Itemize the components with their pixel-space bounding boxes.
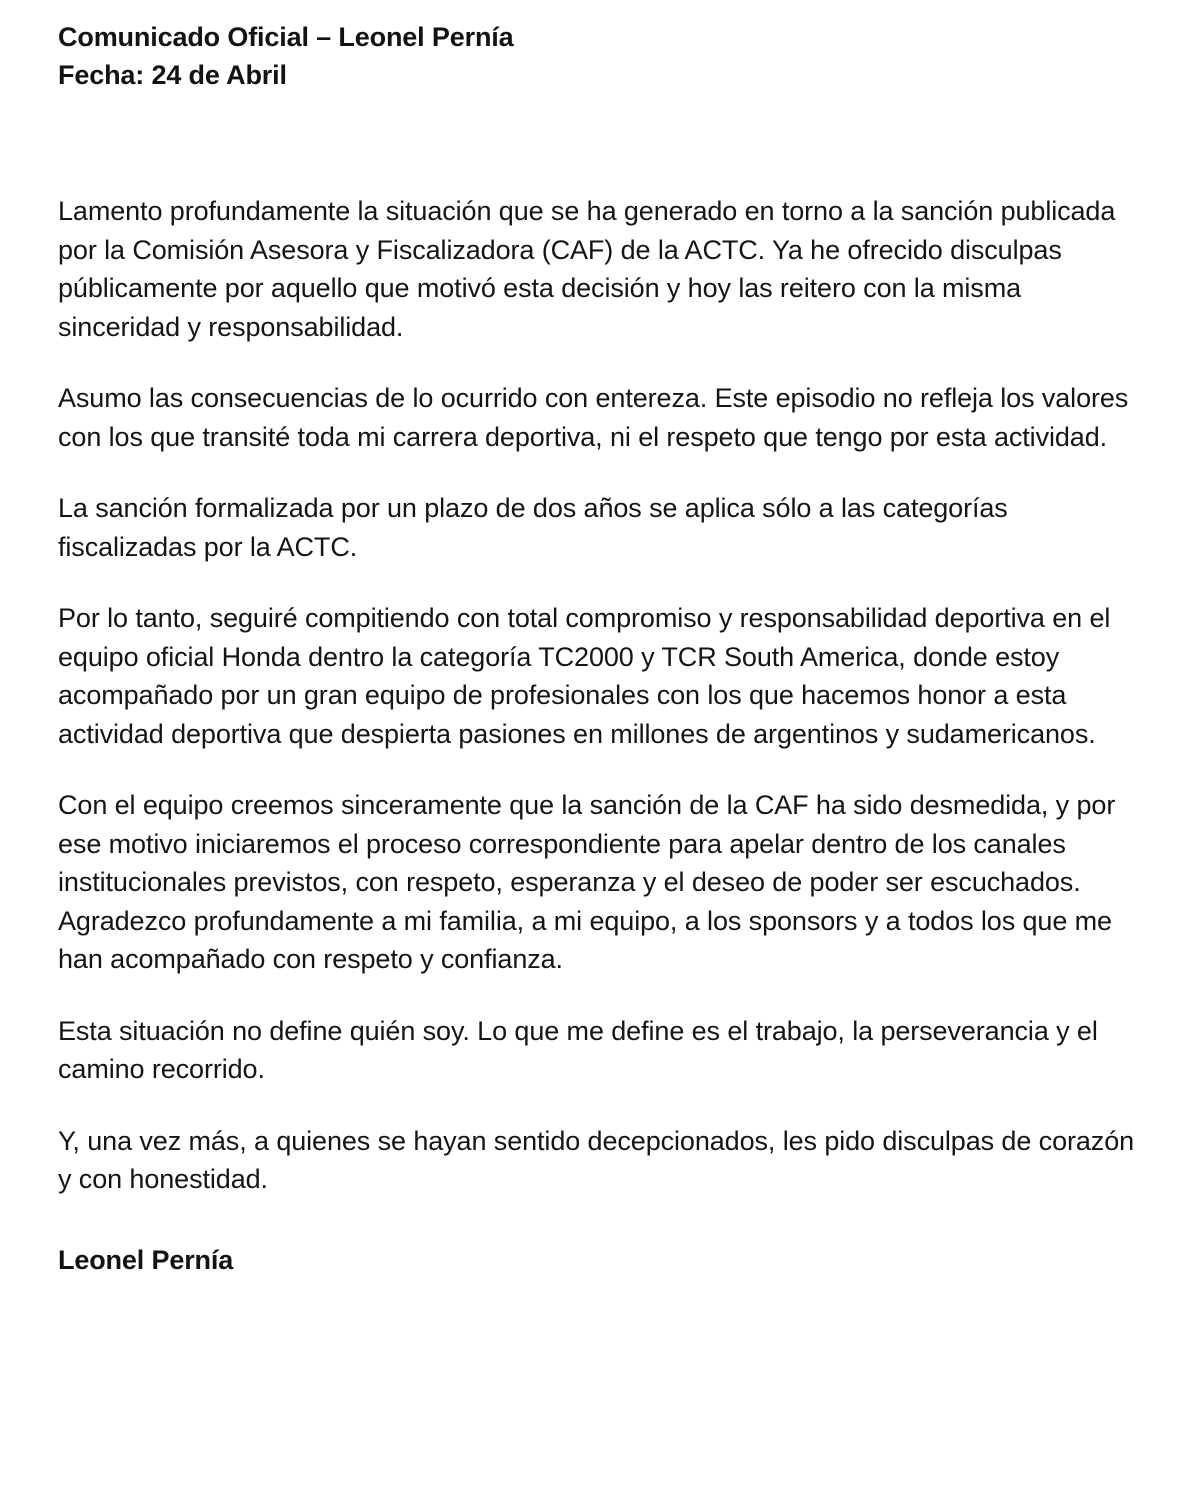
- page-title: Comunicado Oficial – Leonel Pernía: [58, 22, 514, 52]
- paragraph-lamento: Lamento profundamente la situación que se ha generado en torno a la sanción publicada por la Comisión Asesora y Fiscalizadora (CAF) de la ACTC. Ya he ofrecido disculpas públicamente por aquello que motivó esta decisión y hoy las reitero con la misma sinceridad y responsabilidad.: [58, 196, 1116, 342]
- paragraph-asumo: Asumo las consecuencias de lo ocurrido con entereza. Este episodio no refleja los valores con los que transité toda mi carrera deportiva, ni el respeto que tengo por esta actividad.: [58, 383, 1129, 452]
- paragraph-disculpas: Y, una vez más, a quienes se hayan sentido decepcionados, les pido disculpas de corazón y con honestidad.: [58, 1125, 1135, 1194]
- paragraph-identidad: Esta situación no define quién soy. Lo que me define es el trabajo, la perseverancia y el camino recorrido.: [58, 1015, 1098, 1084]
- paragraph-competencia: Por lo tanto, seguiré compitiendo con total compromiso y responsabilidad deportiva en el equipo oficial Honda dentro la categoría TC2000 y TCR South America, donde estoy acompañado por un gran equipo de profesionales con los que hacemos honor a esta actividad deportiva que despierta pasiones en millones de argentinos y sudamericanos.: [58, 603, 1111, 749]
- letterhead: [58, 18, 1140, 94]
- paragraph-apelacion: Con el equipo creemos sinceramente que la sanción de la CAF ha sido desmedida, y por ese motivo iniciaremos el proceso correspondiente para apelar dentro de los canales institucionales previstos, con respeto, esperanza y el deseo de poder ser escuchados. Agradezco profundamente a mi familia, a mi equipo, a los sponsors y a todos los que me han acompañado con respeto y confianza.: [58, 790, 1116, 974]
- paragraph-sancion: La sanción formalizada por un plazo de dos años se aplica sólo a las categorías fiscalizadas por la ACTC.: [58, 493, 1008, 562]
- date-line: Fecha: 24 de Abril: [58, 60, 287, 90]
- statement-body: [58, 192, 1140, 1199]
- signature-name: Leonel Pernía: [58, 1244, 234, 1275]
